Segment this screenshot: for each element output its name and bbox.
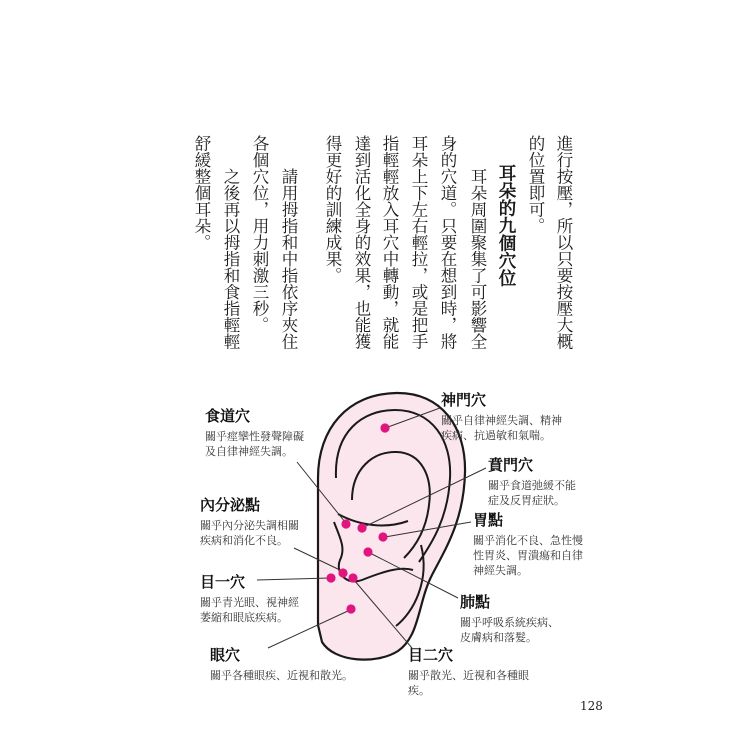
body-column-10: 請用拇指和中指依序夾住	[279, 168, 298, 350]
acupoint-name: 胃點	[473, 511, 504, 529]
label-wei	[473, 511, 583, 578]
acupoint-dot-muer	[348, 573, 357, 582]
acupoint-desc-line: 關乎自律神經失調、精神	[441, 414, 562, 427]
page-number: 128	[580, 699, 603, 713]
body-column-11: 各個穴位，用力刺激三秒。	[250, 135, 269, 333]
section-heading: 耳朵的九個穴位	[496, 164, 516, 287]
acupoint-desc-line: 關乎青光眼、視神經	[200, 596, 299, 609]
body-column-13: 舒緩整個耳朵。	[192, 135, 211, 251]
acupoint-desc-line: 性胃炎、胃潰瘍和自律	[473, 549, 583, 562]
body-column-4: 耳朵周圍聚集了可影響全	[468, 168, 487, 350]
body-column-12: 之後再以拇指和食指輕輕	[221, 168, 240, 350]
body-column-1: 進行按壓，所以只要按壓大概	[554, 135, 573, 350]
acupoint-name: 食道穴	[205, 407, 251, 425]
label-shidao	[205, 407, 304, 459]
label-muyi	[200, 573, 299, 625]
acupoint-desc-line: 神經失調。	[473, 564, 528, 577]
acupoint-name: 眼穴	[210, 646, 241, 664]
acupoint-desc-line: 萎縮和眼底疾病。	[200, 611, 288, 624]
acupoint-desc-line: 關乎食道弛緩不能	[488, 479, 576, 492]
acupoint-desc-line: 疾病、抗過敏和氣喘。	[441, 429, 551, 442]
label-fei	[460, 593, 559, 645]
acupoint-desc-line: 及自律神經失調。	[205, 445, 293, 458]
acupoint-desc-line: 關乎消化不良、急性慢	[473, 534, 583, 547]
acupoint-name: 賁門穴	[488, 456, 534, 474]
body-column-6: 耳朵上下左右輕拉，或是把手	[409, 135, 428, 350]
acupoint-desc-line: 疾。	[408, 684, 430, 697]
body-column-8: 達到活化全身的效果，也能獲	[352, 135, 371, 350]
label-yan	[210, 646, 353, 683]
label-benmen	[488, 456, 576, 508]
acupoint-desc-line: 疾病和消化不良。	[200, 534, 288, 547]
acupoint-dot-shenmen	[380, 423, 389, 432]
acupoint-desc-line: 症及反胃症狀。	[488, 494, 565, 507]
label-shenmen	[441, 391, 562, 443]
acupoint-dot-yan	[346, 604, 355, 613]
body-column-2: 的位置即可。	[526, 135, 545, 234]
acupoint-desc-line: 關乎內分泌失調相關	[200, 519, 299, 532]
acupoint-desc-line: 關乎痙攣性發聲障礙	[205, 430, 304, 443]
acupoint-dot-wei	[378, 532, 387, 541]
acupoint-desc-line: 關乎呼吸系統疾病、	[460, 616, 559, 629]
body-column-7: 指輕輕放入耳穴中轉動，就能	[380, 135, 399, 350]
acupoint-name: 目二穴	[408, 646, 454, 664]
acupoint-name: 神門穴	[441, 391, 487, 409]
body-column-9: 得更好的訓練成果。	[323, 135, 342, 284]
label-muer	[408, 646, 529, 698]
acupoint-dot-shidao	[341, 519, 350, 528]
acupoint-dot-benmen	[357, 523, 366, 532]
label-neifenmi	[200, 496, 299, 548]
acupoint-name: 肺點	[460, 593, 491, 611]
acupoint-desc-line: 關乎散光、近視和各種眼	[408, 669, 529, 682]
acupoint-name: 目一穴	[200, 573, 246, 591]
acupoint-dot-muyi	[326, 573, 335, 582]
acupoint-name: 內分泌點	[200, 496, 261, 514]
acupoint-desc-line: 皮膚病和落髮。	[460, 631, 537, 644]
acupoint-dot-neifenmi	[338, 568, 347, 577]
body-column-5: 身的穴道。只要在想到時，將	[438, 135, 457, 350]
acupoint-dot-fei	[363, 547, 372, 556]
acupoint-desc-line: 關乎各種眼疾、近視和散光。	[210, 669, 353, 682]
